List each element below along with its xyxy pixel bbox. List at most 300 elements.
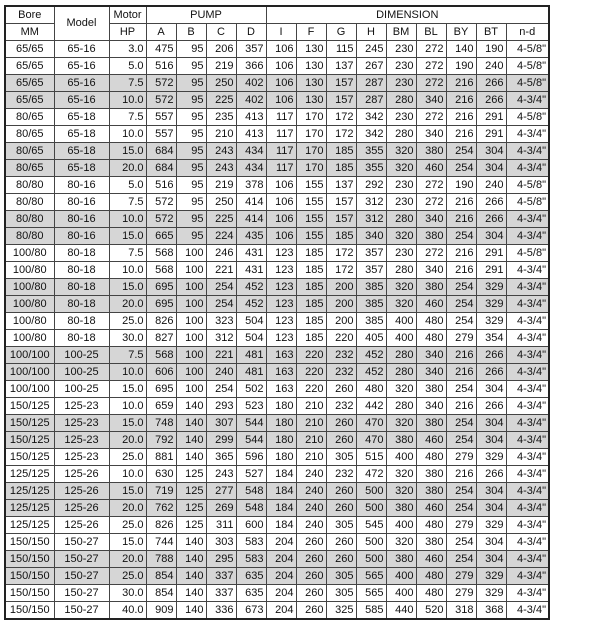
cell-model: 80-18 [54, 313, 109, 330]
cell-hp: 10.0 [109, 211, 146, 228]
cell-hp: 25.0 [109, 449, 146, 466]
cell-model: 65-18 [54, 109, 109, 126]
cell-nd: 4-3/4" [506, 500, 549, 517]
cell-b: 95 [176, 177, 206, 194]
cell-b: 95 [176, 92, 206, 109]
cell-bl: 380 [416, 534, 446, 551]
cell-bore: 150/150 [5, 534, 54, 551]
cell-bt: 266 [476, 398, 506, 415]
cell-b: 100 [176, 364, 206, 381]
cell-nd: 4-3/4" [506, 364, 549, 381]
table-row [5, 126, 549, 143]
cell-by: 279 [446, 568, 476, 585]
table-row [5, 211, 549, 228]
cell-d: 452 [236, 279, 266, 296]
table-row [5, 296, 549, 313]
cell-by: 216 [446, 262, 476, 279]
dim-header-by: BY [446, 24, 476, 41]
cell-h: 287 [356, 75, 386, 92]
cell-bt: 368 [476, 602, 506, 620]
cell-bore: 65/65 [5, 75, 54, 92]
cell-model: 80-18 [54, 296, 109, 313]
cell-hp: 40.0 [109, 602, 146, 620]
cell-by: 279 [446, 449, 476, 466]
cell-b: 140 [176, 398, 206, 415]
cell-f: 210 [296, 398, 326, 415]
cell-f: 170 [296, 143, 326, 160]
cell-g: 232 [326, 347, 356, 364]
cell-d: 600 [236, 517, 266, 534]
cell-i: 163 [266, 347, 296, 364]
cell-d: 548 [236, 500, 266, 517]
cell-i: 180 [266, 432, 296, 449]
cell-c: 240 [206, 364, 236, 381]
cell-d: 635 [236, 568, 266, 585]
cell-c: 312 [206, 330, 236, 347]
cell-i: 106 [266, 92, 296, 109]
cell-c: 307 [206, 415, 236, 432]
cell-d: 673 [236, 602, 266, 620]
cell-hp: 5.0 [109, 177, 146, 194]
dimension-header: DIMENSION [266, 6, 549, 24]
cell-d: 431 [236, 262, 266, 279]
cell-nd: 4-3/4" [506, 160, 549, 177]
cell-bt: 266 [476, 211, 506, 228]
cell-c: 299 [206, 432, 236, 449]
cell-i: 106 [266, 211, 296, 228]
cell-d: 502 [236, 381, 266, 398]
cell-b: 100 [176, 279, 206, 296]
table-row [5, 415, 549, 432]
cell-i: 117 [266, 126, 296, 143]
cell-c: 210 [206, 126, 236, 143]
dim-header-nd: n-d [506, 24, 549, 41]
cell-by: 216 [446, 466, 476, 483]
cell-bt: 354 [476, 330, 506, 347]
cell-h: 472 [356, 466, 386, 483]
cell-hp: 25.0 [109, 568, 146, 585]
cell-bt: 266 [476, 92, 506, 109]
cell-a: 748 [146, 415, 176, 432]
cell-hp: 7.5 [109, 75, 146, 92]
cell-hp: 5.0 [109, 58, 146, 75]
cell-g: 260 [326, 551, 356, 568]
cell-c: 311 [206, 517, 236, 534]
cell-a: 572 [146, 194, 176, 211]
table-row [5, 92, 549, 109]
cell-bl: 380 [416, 466, 446, 483]
cell-bore: 80/65 [5, 143, 54, 160]
table-row [5, 432, 549, 449]
cell-bt: 190 [476, 41, 506, 58]
cell-i: 106 [266, 228, 296, 245]
table-row [5, 517, 549, 534]
cell-i: 106 [266, 58, 296, 75]
cell-hp: 15.0 [109, 534, 146, 551]
cell-d: 434 [236, 143, 266, 160]
cell-bore: 65/65 [5, 92, 54, 109]
cell-bm: 380 [386, 500, 416, 517]
cell-c: 221 [206, 347, 236, 364]
cell-i: 180 [266, 449, 296, 466]
cell-i: 106 [266, 75, 296, 92]
cell-by: 254 [446, 415, 476, 432]
cell-a: 684 [146, 143, 176, 160]
cell-bm: 400 [386, 313, 416, 330]
cell-bt: 304 [476, 228, 506, 245]
cell-bt: 304 [476, 160, 506, 177]
cell-bore: 150/150 [5, 551, 54, 568]
cell-hp: 3.0 [109, 41, 146, 58]
cell-f: 260 [296, 551, 326, 568]
cell-h: 405 [356, 330, 386, 347]
cell-c: 337 [206, 585, 236, 602]
cell-model: 125-23 [54, 449, 109, 466]
cell-bl: 272 [416, 194, 446, 211]
cell-g: 260 [326, 534, 356, 551]
dim-header-bm: BM [386, 24, 416, 41]
cell-model: 80-18 [54, 262, 109, 279]
table-row [5, 109, 549, 126]
table-row [5, 262, 549, 279]
dim-header-b: B [176, 24, 206, 41]
cell-by: 254 [446, 432, 476, 449]
cell-model: 150-27 [54, 551, 109, 568]
cell-bore: 80/65 [5, 160, 54, 177]
cell-bt: 329 [476, 313, 506, 330]
cell-b: 140 [176, 585, 206, 602]
cell-bore: 80/65 [5, 126, 54, 143]
cell-i: 123 [266, 262, 296, 279]
cell-bm: 280 [386, 92, 416, 109]
cell-bore: 100/100 [5, 381, 54, 398]
cell-by: 254 [446, 534, 476, 551]
cell-hp: 15.0 [109, 143, 146, 160]
cell-bt: 304 [476, 143, 506, 160]
cell-f: 185 [296, 296, 326, 313]
cell-d: 527 [236, 466, 266, 483]
cell-b: 140 [176, 568, 206, 585]
table-row [5, 160, 549, 177]
table-row [5, 58, 549, 75]
cell-b: 95 [176, 143, 206, 160]
cell-bl: 480 [416, 449, 446, 466]
cell-nd: 4-5/8" [506, 245, 549, 262]
cell-by: 216 [446, 347, 476, 364]
cell-b: 140 [176, 432, 206, 449]
cell-by: 254 [446, 313, 476, 330]
cell-model: 125-26 [54, 483, 109, 500]
cell-c: 243 [206, 143, 236, 160]
cell-b: 140 [176, 415, 206, 432]
cell-model: 80-16 [54, 177, 109, 194]
cell-nd: 4-3/4" [506, 398, 549, 415]
cell-d: 548 [236, 483, 266, 500]
cell-d: 434 [236, 160, 266, 177]
cell-bm: 380 [386, 432, 416, 449]
cell-a: 854 [146, 585, 176, 602]
cell-f: 170 [296, 160, 326, 177]
cell-by: 254 [446, 296, 476, 313]
cell-hp: 10.0 [109, 364, 146, 381]
cell-bt: 304 [476, 381, 506, 398]
cell-by: 216 [446, 211, 476, 228]
cell-nd: 4-3/4" [506, 211, 549, 228]
cell-bm: 280 [386, 398, 416, 415]
cell-g: 232 [326, 364, 356, 381]
cell-d: 452 [236, 296, 266, 313]
cell-bt: 266 [476, 347, 506, 364]
cell-a: 792 [146, 432, 176, 449]
cell-f: 130 [296, 92, 326, 109]
cell-by: 140 [446, 41, 476, 58]
cell-b: 125 [176, 466, 206, 483]
cell-bl: 340 [416, 211, 446, 228]
cell-c: 323 [206, 313, 236, 330]
cell-bm: 230 [386, 109, 416, 126]
cell-bt: 266 [476, 75, 506, 92]
cell-by: 190 [446, 177, 476, 194]
cell-c: 254 [206, 279, 236, 296]
cell-hp: 15.0 [109, 228, 146, 245]
cell-h: 342 [356, 126, 386, 143]
cell-bl: 480 [416, 585, 446, 602]
cell-d: 635 [236, 585, 266, 602]
cell-model: 80-18 [54, 330, 109, 347]
cell-a: 695 [146, 296, 176, 313]
cell-nd: 4-3/4" [506, 483, 549, 500]
cell-bt: 304 [476, 551, 506, 568]
cell-by: 318 [446, 602, 476, 620]
cell-b: 95 [176, 58, 206, 75]
cell-b: 100 [176, 330, 206, 347]
cell-i: 106 [266, 41, 296, 58]
cell-bm: 400 [386, 568, 416, 585]
dim-header-f: F [296, 24, 326, 41]
cell-model: 80-16 [54, 228, 109, 245]
cell-bore: 100/100 [5, 347, 54, 364]
cell-bt: 304 [476, 500, 506, 517]
cell-bore: 100/100 [5, 364, 54, 381]
cell-nd: 4-3/4" [506, 126, 549, 143]
cell-i: 204 [266, 534, 296, 551]
cell-bm: 400 [386, 330, 416, 347]
cell-d: 481 [236, 364, 266, 381]
cell-h: 545 [356, 517, 386, 534]
cell-d: 504 [236, 330, 266, 347]
cell-b: 140 [176, 449, 206, 466]
table-body [5, 41, 549, 620]
cell-f: 170 [296, 109, 326, 126]
cell-nd: 4-3/4" [506, 534, 549, 551]
spec-table-container [4, 5, 550, 620]
cell-d: 414 [236, 194, 266, 211]
cell-model: 80-16 [54, 194, 109, 211]
cell-by: 216 [446, 364, 476, 381]
cell-f: 130 [296, 58, 326, 75]
cell-model: 80-18 [54, 245, 109, 262]
cell-a: 572 [146, 211, 176, 228]
cell-i: 106 [266, 194, 296, 211]
cell-d: 402 [236, 75, 266, 92]
cell-nd: 4-3/4" [506, 466, 549, 483]
cell-c: 303 [206, 534, 236, 551]
table-row [5, 602, 549, 620]
cell-b: 100 [176, 313, 206, 330]
cell-i: 180 [266, 398, 296, 415]
cell-nd: 4-3/4" [506, 347, 549, 364]
cell-a: 659 [146, 398, 176, 415]
cell-hp: 10.0 [109, 92, 146, 109]
cell-nd: 4-3/4" [506, 228, 549, 245]
cell-c: 269 [206, 500, 236, 517]
cell-hp: 15.0 [109, 415, 146, 432]
cell-c: 235 [206, 109, 236, 126]
cell-by: 216 [446, 398, 476, 415]
dim-header-c: C [206, 24, 236, 41]
cell-a: 744 [146, 534, 176, 551]
cell-hp: 20.0 [109, 432, 146, 449]
cell-nd: 4-3/4" [506, 551, 549, 568]
cell-by: 279 [446, 517, 476, 534]
cell-h: 385 [356, 296, 386, 313]
cell-bore: 80/80 [5, 228, 54, 245]
cell-b: 95 [176, 75, 206, 92]
cell-g: 200 [326, 296, 356, 313]
cell-i: 184 [266, 466, 296, 483]
cell-i: 204 [266, 602, 296, 620]
cell-bl: 480 [416, 568, 446, 585]
cell-a: 630 [146, 466, 176, 483]
cell-c: 336 [206, 602, 236, 620]
cell-nd: 4-5/8" [506, 109, 549, 126]
cell-d: 481 [236, 347, 266, 364]
cell-bl: 272 [416, 75, 446, 92]
table-row [5, 177, 549, 194]
cell-nd: 4-5/8" [506, 75, 549, 92]
cell-by: 216 [446, 194, 476, 211]
cell-f: 220 [296, 364, 326, 381]
cell-d: 544 [236, 432, 266, 449]
cell-hp: 10.0 [109, 126, 146, 143]
cell-model: 65-16 [54, 41, 109, 58]
cell-g: 200 [326, 313, 356, 330]
cell-bm: 280 [386, 347, 416, 364]
cell-f: 155 [296, 228, 326, 245]
cell-model: 125-23 [54, 415, 109, 432]
cell-a: 909 [146, 602, 176, 620]
cell-c: 225 [206, 92, 236, 109]
cell-bt: 304 [476, 415, 506, 432]
cell-model: 65-18 [54, 143, 109, 160]
cell-b: 95 [176, 211, 206, 228]
cell-b: 140 [176, 602, 206, 620]
cell-bl: 272 [416, 109, 446, 126]
cell-bl: 460 [416, 500, 446, 517]
cell-nd: 4-3/4" [506, 279, 549, 296]
cell-a: 475 [146, 41, 176, 58]
cell-g: 325 [326, 602, 356, 620]
cell-g: 260 [326, 381, 356, 398]
cell-g: 157 [326, 92, 356, 109]
cell-bt: 266 [476, 194, 506, 211]
cell-nd: 4-3/4" [506, 296, 549, 313]
cell-h: 287 [356, 92, 386, 109]
cell-i: 123 [266, 330, 296, 347]
cell-g: 220 [326, 330, 356, 347]
cell-model: 125-26 [54, 500, 109, 517]
cell-i: 204 [266, 568, 296, 585]
cell-a: 516 [146, 58, 176, 75]
cell-hp: 25.0 [109, 517, 146, 534]
cell-hp: 30.0 [109, 330, 146, 347]
cell-bl: 340 [416, 364, 446, 381]
cell-nd: 4-3/4" [506, 381, 549, 398]
cell-d: 402 [236, 92, 266, 109]
cell-d: 596 [236, 449, 266, 466]
dim-header-a: A [146, 24, 176, 41]
cell-c: 219 [206, 177, 236, 194]
cell-a: 854 [146, 568, 176, 585]
cell-f: 260 [296, 534, 326, 551]
cell-bl: 480 [416, 517, 446, 534]
cell-c: 293 [206, 398, 236, 415]
cell-c: 219 [206, 58, 236, 75]
cell-c: 365 [206, 449, 236, 466]
cell-bl: 380 [416, 143, 446, 160]
cell-c: 250 [206, 194, 236, 211]
cell-b: 100 [176, 347, 206, 364]
cell-d: 544 [236, 415, 266, 432]
table-row [5, 313, 549, 330]
cell-nd: 4-3/4" [506, 313, 549, 330]
cell-g: 185 [326, 160, 356, 177]
cell-g: 260 [326, 415, 356, 432]
cell-model: 100-25 [54, 381, 109, 398]
cell-c: 243 [206, 160, 236, 177]
cell-b: 100 [176, 245, 206, 262]
cell-h: 565 [356, 568, 386, 585]
cell-model: 125-23 [54, 432, 109, 449]
cell-b: 95 [176, 41, 206, 58]
cell-bt: 329 [476, 279, 506, 296]
cell-f: 260 [296, 568, 326, 585]
cell-hp: 10.0 [109, 262, 146, 279]
cell-b: 140 [176, 534, 206, 551]
table-row [5, 330, 549, 347]
cell-g: 185 [326, 228, 356, 245]
cell-bl: 520 [416, 602, 446, 620]
cell-h: 385 [356, 279, 386, 296]
cell-h: 585 [356, 602, 386, 620]
cell-bore: 65/65 [5, 58, 54, 75]
cell-bore: 150/150 [5, 568, 54, 585]
cell-by: 254 [446, 143, 476, 160]
cell-i: 184 [266, 500, 296, 517]
cell-b: 125 [176, 500, 206, 517]
cell-hp: 25.0 [109, 313, 146, 330]
dim-header-bl: BL [416, 24, 446, 41]
cell-nd: 4-3/4" [506, 330, 549, 347]
table-header [5, 6, 549, 41]
cell-b: 100 [176, 262, 206, 279]
cell-b: 100 [176, 381, 206, 398]
cell-b: 95 [176, 109, 206, 126]
cell-c: 295 [206, 551, 236, 568]
cell-b: 100 [176, 296, 206, 313]
cell-a: 568 [146, 262, 176, 279]
cell-hp: 7.5 [109, 347, 146, 364]
